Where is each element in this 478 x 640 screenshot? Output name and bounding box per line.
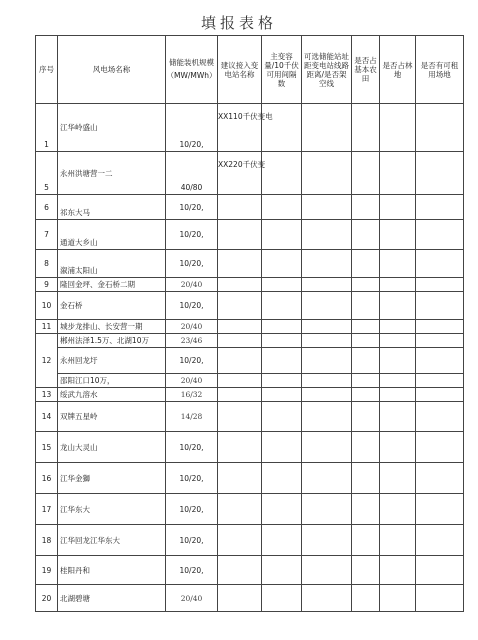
row-capacity: 40/80 xyxy=(166,152,218,195)
header-substation: 建议接入变电站名称 xyxy=(218,36,262,104)
row-no: 14 xyxy=(36,402,58,432)
row-name: 江华金獅 xyxy=(58,463,166,494)
row-farmland xyxy=(352,152,380,195)
row-name: 北湖碧塘 xyxy=(58,585,166,612)
row-capacity: 23/46 xyxy=(166,334,218,348)
row-capacity: 10/20, xyxy=(166,195,218,220)
row-no: 20 xyxy=(36,585,58,612)
table-row xyxy=(36,374,464,388)
row-no: 9 xyxy=(36,278,58,292)
table-row xyxy=(36,494,464,525)
row-land xyxy=(416,104,464,152)
table-row xyxy=(36,104,464,152)
row-name: 通道大乡山 xyxy=(58,220,166,250)
row-capacity: 10/20, xyxy=(166,250,218,278)
row-capacity: 20/40 xyxy=(166,585,218,612)
row-capacity: 10/20, xyxy=(166,104,218,152)
header-no: 序号 xyxy=(36,36,58,104)
row-no: 7 xyxy=(36,220,58,250)
table-row xyxy=(36,152,464,195)
row-name: 城步龙排山、长安营一期 xyxy=(58,320,166,334)
table-row xyxy=(36,402,464,432)
table-row xyxy=(36,220,464,250)
row-transformer xyxy=(262,104,302,152)
table-row xyxy=(36,463,464,494)
row-name: 双牌五星岭 xyxy=(58,402,166,432)
row-substation: XX220千伏变 xyxy=(218,152,262,195)
row-no: 6 xyxy=(36,195,58,220)
header-capacity-line2: （MW/MWh） xyxy=(166,70,217,80)
row-capacity: 10/20, xyxy=(166,494,218,525)
row-capacity: 10/20, xyxy=(166,292,218,320)
row-no: 18 xyxy=(36,525,58,556)
table-row xyxy=(36,432,464,463)
header-capacity-line1: 储能装机规模 xyxy=(169,57,214,67)
table-row xyxy=(36,525,464,556)
table-row xyxy=(36,320,464,334)
row-no: 1 xyxy=(36,104,58,152)
row-forest xyxy=(380,104,416,152)
row-name: 龙山大灵山 xyxy=(58,432,166,463)
row-distance xyxy=(302,152,352,195)
table-row xyxy=(36,278,464,292)
table-row xyxy=(36,292,464,320)
header-row xyxy=(36,36,464,104)
header-capacity xyxy=(166,36,218,104)
row-capacity: 16/32 xyxy=(166,388,218,402)
row-distance xyxy=(302,104,352,152)
row-capacity: 14/28 xyxy=(166,402,218,432)
row-no: 19 xyxy=(36,556,58,585)
table-row xyxy=(36,388,464,402)
table-row xyxy=(36,348,464,374)
row-name: 绥武九溶水 xyxy=(58,388,166,402)
row-no: 15 xyxy=(36,432,58,463)
row-no: 13 xyxy=(36,388,58,402)
header-forest: 是否占林地 xyxy=(380,36,416,104)
table-row xyxy=(36,585,464,612)
row-capacity: 20/40 xyxy=(166,374,218,388)
header-distance: 可选储能站址距变电站线路距离/是否架空线 xyxy=(302,36,352,104)
form-table xyxy=(35,35,464,612)
row-capacity: 20/40 xyxy=(166,320,218,334)
header-transformer: 主变容量/10千伏可用间隔数 xyxy=(262,36,302,104)
row-no: 16 xyxy=(36,463,58,494)
row-name: 永州回龙圩 xyxy=(58,348,166,374)
table-row xyxy=(36,195,464,220)
row-capacity: 10/20, xyxy=(166,220,218,250)
header-land: 是否有可租用场地 xyxy=(416,36,464,104)
row-no: 8 xyxy=(36,250,58,278)
row-name: 溆浦太阳山 xyxy=(58,250,166,278)
row-capacity: 10/20, xyxy=(166,463,218,494)
row-capacity: 10/20, xyxy=(166,348,218,374)
row-substation: XX110千伏变电 xyxy=(218,104,262,152)
row-no: 5 xyxy=(36,152,58,195)
row-land xyxy=(416,152,464,195)
row-name: 桂阳丹和 xyxy=(58,556,166,585)
row-capacity: 10/20, xyxy=(166,432,218,463)
table-row xyxy=(36,556,464,585)
header-farmland: 是否占基本农田 xyxy=(352,36,380,104)
row-name: 永州洪塘营一二 xyxy=(58,152,166,195)
row-no: 10 xyxy=(36,292,58,320)
row-capacity: 10/20, xyxy=(166,525,218,556)
row-no: 12 xyxy=(36,334,58,388)
row-name: 江华东大 xyxy=(58,494,166,525)
table-row xyxy=(36,250,464,278)
row-capacity: 10/20, xyxy=(166,556,218,585)
row-name: 江华岭盛山 xyxy=(58,104,166,152)
table-row xyxy=(36,334,464,348)
row-transformer xyxy=(262,152,302,195)
form-title: 填报表格 xyxy=(200,14,277,32)
row-name: 邵阳江口10万， xyxy=(58,374,166,388)
row-no: 11 xyxy=(36,320,58,334)
row-forest xyxy=(380,152,416,195)
row-name: 金石桥 xyxy=(58,292,166,320)
row-name: 隆回金坪、金石桥二期 xyxy=(58,278,166,292)
row-name: 郴州法泽1.5万、北湖10万 xyxy=(58,334,166,348)
header-name: 风电场名称 xyxy=(58,36,166,104)
row-no: 17 xyxy=(36,494,58,525)
row-capacity: 20/40 xyxy=(166,278,218,292)
row-farmland xyxy=(352,104,380,152)
row-name: 江华回龙江华东大 xyxy=(58,525,166,556)
row-name: 祁东大马 xyxy=(58,195,166,220)
